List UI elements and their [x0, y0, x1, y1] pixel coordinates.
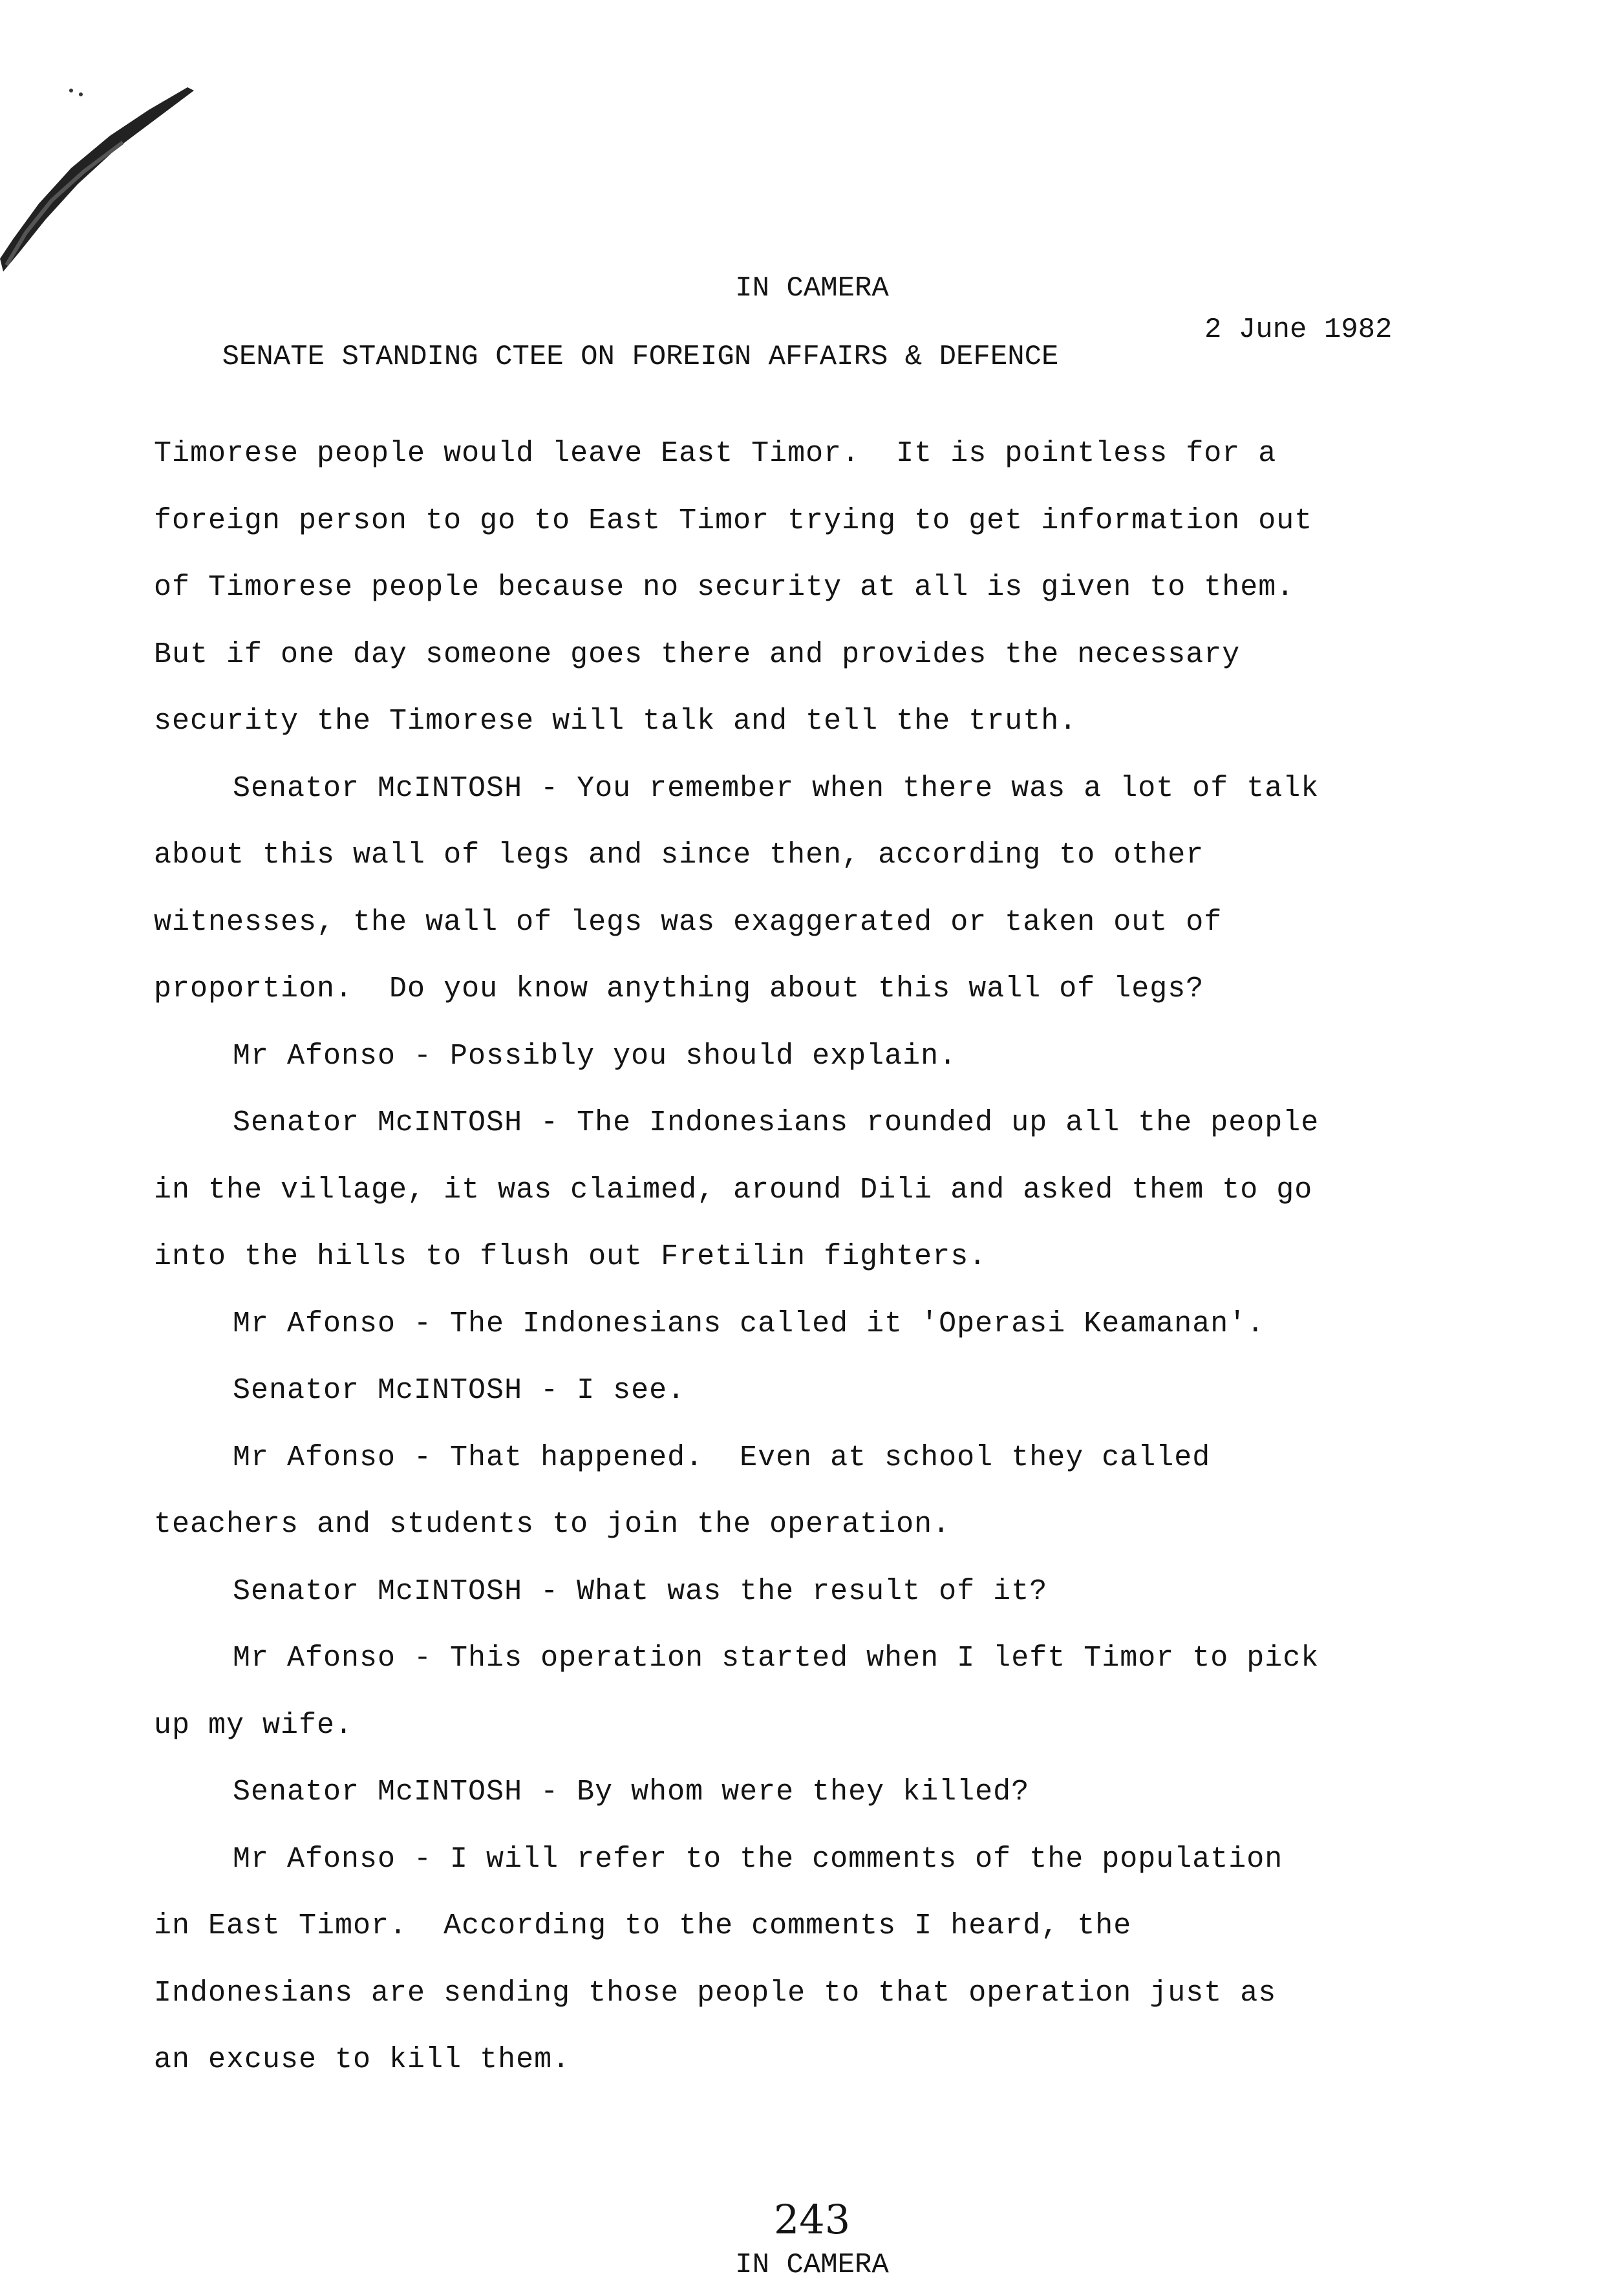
transcript-line: proportion. Do you know anything about this wall of legs? — [154, 973, 1204, 1005]
header-in-camera: IN CAMERA — [735, 272, 889, 305]
transcript-line: Mr Afonso - That happened. Even at school they called — [233, 1441, 1211, 1474]
transcript-line: Mr Afonso - I will refer to the comments of the population — [233, 1842, 1283, 1876]
page-number: 243 — [773, 2196, 851, 2243]
transcript-line: Mr Afonso - The Indonesians called it 'Operasi Keamanan'. — [233, 1307, 1265, 1340]
transcript-line: security the Timorese will talk and tell the truth. — [154, 705, 1078, 738]
footer-in-camera: IN CAMERA — [735, 2249, 889, 2281]
transcript-line: Timorese people would leave East Timor. It is pointless for a — [154, 437, 1277, 470]
transcript-line: of Timorese people because no security at all is given to them. — [154, 571, 1295, 604]
transcript-line: in East Timor. According to the comments I heard, the — [154, 1909, 1132, 1942]
transcript-line: into the hills to flush out Fretilin fighters. — [154, 1240, 987, 1273]
transcript-line: an excuse to kill them. — [154, 2043, 571, 2076]
transcript-line: Senator McINTOSH - What was the result of it? — [233, 1574, 1048, 1608]
transcript-line: up my wife. — [154, 1708, 354, 1742]
scan-artifact-mark — [0, 65, 207, 272]
transcript-line: foreign person to go to East Timor trying to get information out — [154, 504, 1313, 537]
transcript-line: about this wall of legs and since then, according to other — [154, 839, 1204, 872]
transcript-line: in the village, it was claimed, around Dili and asked them to go — [154, 1173, 1313, 1207]
transcript-line: Senator McINTOSH - By whom were they killed? — [233, 1776, 1030, 1809]
transcript-line: teachers and students to join the operation. — [154, 1508, 951, 1541]
document-date: 2 June 1982 — [1204, 314, 1393, 346]
transcript-line: Senator McINTOSH - I see. — [233, 1374, 686, 1407]
transcript-line: But if one day someone goes there and provides the necessary — [154, 638, 1241, 671]
transcript-line: Mr Afonso - Possibly you should explain. — [233, 1039, 957, 1073]
transcript-line: Indonesians are sending those people to that operation just as — [154, 1976, 1277, 2010]
transcript-line: Senator McINTOSH - The Indonesians rounded up all the people — [233, 1106, 1320, 1139]
transcript-line: witnesses, the wall of legs was exaggerated or taken out of — [154, 905, 1223, 939]
transcript-line: Mr Afonso - This operation started when I left Timor to pick — [233, 1642, 1320, 1675]
transcript-line: Senator McINTOSH - You remember when there was a lot of talk — [233, 771, 1320, 805]
committee-title: SENATE STANDING CTEE ON FOREIGN AFFAIRS & DEFENCE — [222, 341, 1059, 373]
transcript-body — [154, 420, 1479, 2094]
